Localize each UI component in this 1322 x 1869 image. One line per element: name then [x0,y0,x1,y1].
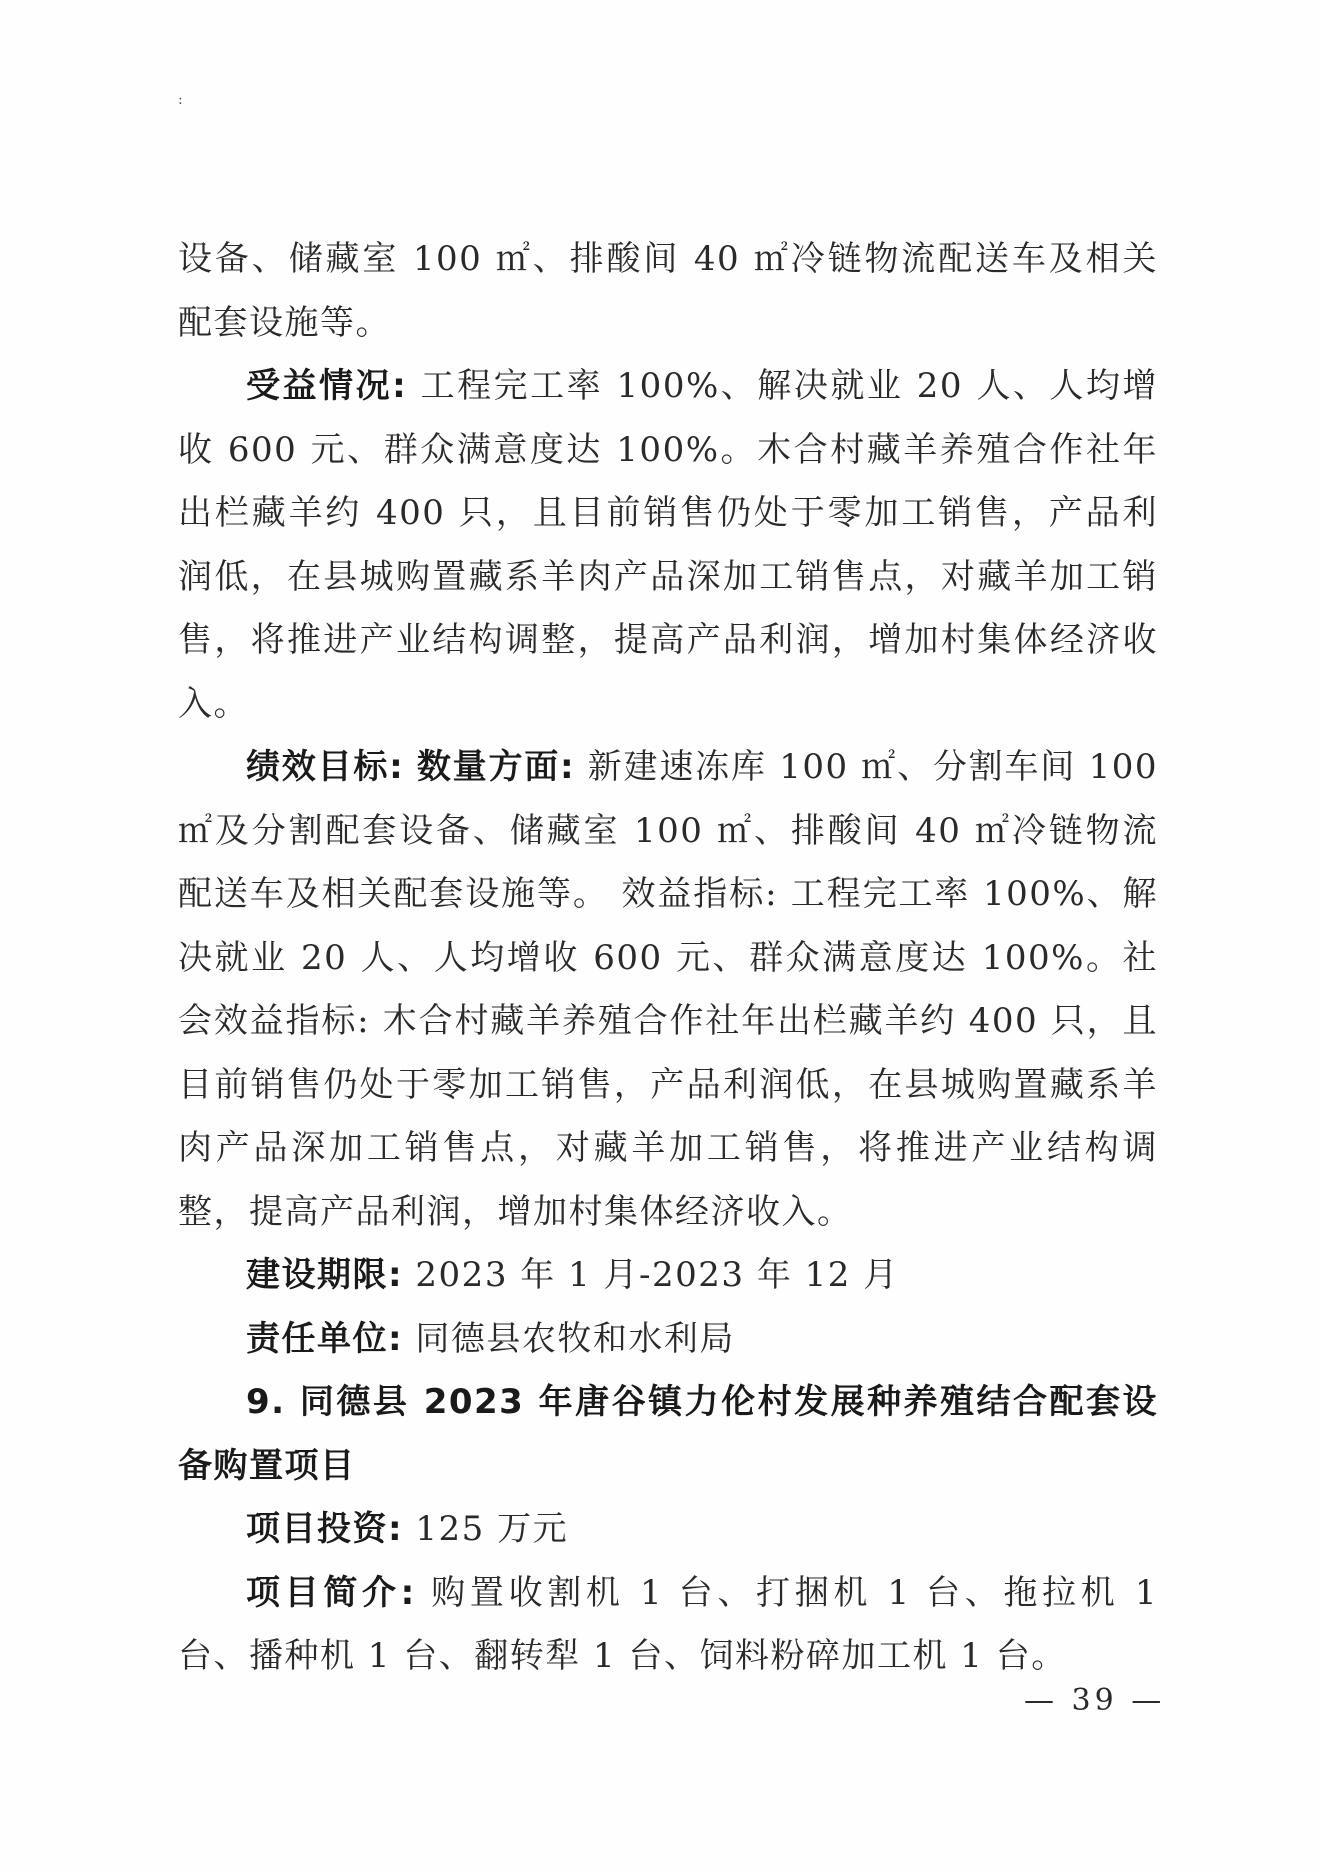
construction-period-text: 2023 年 1 月-2023 年 12 月 [415,1255,899,1295]
paragraph-construction-period [178,1244,1158,1308]
construction-period-label: 建设期限: [246,1255,404,1295]
paragraph-responsible-unit [178,1308,1158,1372]
document-body [178,228,1158,1689]
paragraph-project-summary [178,1562,1158,1689]
paragraph-performance-goals [178,736,1158,1244]
paragraph-equipment-continuation [178,228,1158,355]
performance-goals-label: 绩效目标: [246,747,405,787]
paragraph-project-investment [178,1498,1158,1562]
quantity-aspect-label: 数量方面: [416,747,576,787]
project-investment-text: 125 万元 [415,1509,569,1549]
project-summary-label: 项目简介: [246,1572,416,1613]
responsible-unit-label: 责任单位: [246,1318,404,1359]
benefits-label: 受益情况: [246,366,408,406]
performance-goals-text: 新建速冻库 100 ㎡、分割车间 100 ㎡及分割配套设备、储藏室 100 ㎡、排酸间 40 ㎡冷链物流配送车及相关配套设施等。 效益指标: 工程完工率 100%、解决就业 20 人、人均增收 600 元、群众满意度达 100%。社会效益指标: 木合村藏羊养殖合作社年出栏藏羊约 400 只，且目前销售仍处于零加工销售，产品利润低，在县城购置藏系羊肉产品深加工销售点，对藏羊加工销售，将推进产业结构调整，提高产品利润，增加村集体经济收入。 [178,747,1159,1232]
paragraph-benefits [178,355,1158,736]
project-9-heading: 9. 同德县 2023 年唐谷镇力伦村发展种养殖结合配套设备购置项目 [178,1382,1158,1486]
paragraph-text: 设备、储藏室 100 ㎡、排酸间 40 ㎡冷链物流配送车及相关配套设施等。 [178,239,1158,343]
page-number: — 39 — [1024,1683,1166,1718]
project-summary-text: 购置收割机 1 台、打捆机 1 台、拖拉机 1 台、播种机 1 台、翻转犁 1 台、饲料粉碎加工机 1 台。 [178,1572,1158,1676]
margin-mark: : [178,92,183,108]
project-investment-label: 项目投资: [246,1509,404,1549]
responsible-unit-text: 同德县农牧和水利局 [415,1318,735,1359]
benefits-text: 工程完工率 100%、解决就业 20 人、人均增收 600 元、群众满意度达 100%。木合村藏羊养殖合作社年出栏藏羊约 400 只，且目前销售仍处于零加工销售，产品利润低，在县城购置藏系羊肉产品深加工销售点，对藏羊加工销售，将推进产业结构调整，提高产品利润，增加村集体经济收入。 [178,366,1158,724]
